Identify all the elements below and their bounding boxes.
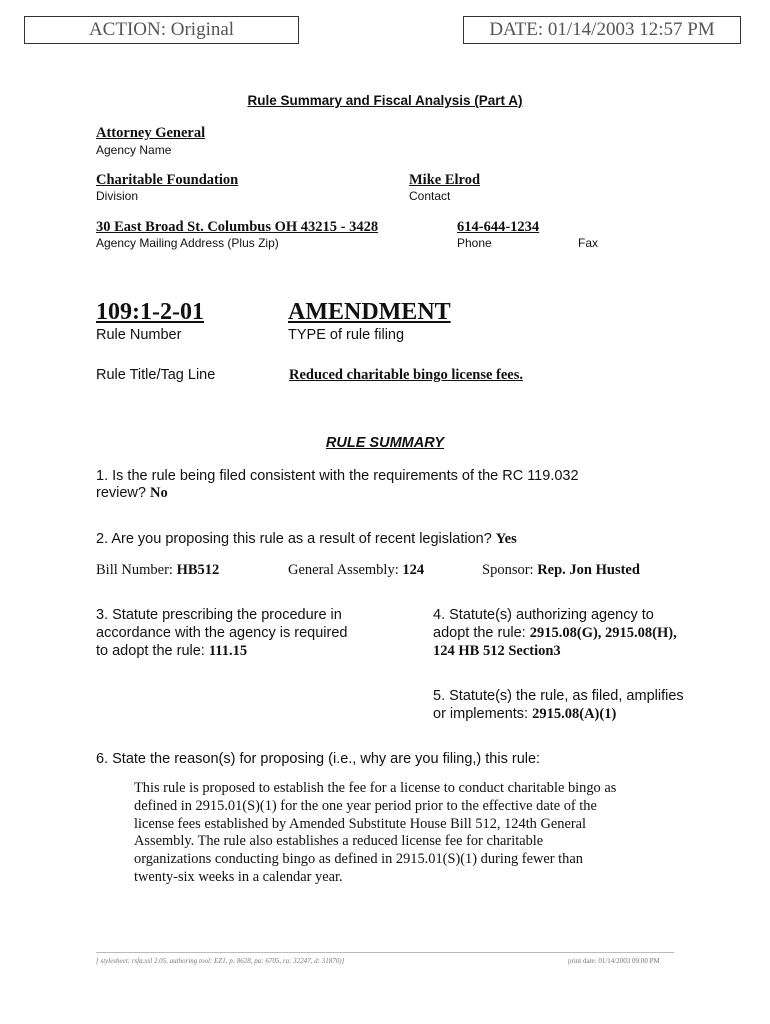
rule-summary-heading: RULE SUMMARY xyxy=(325,435,445,451)
rule-type-value: AMENDMENT xyxy=(288,299,451,325)
bill-number xyxy=(96,562,219,579)
question-1-text: review? xyxy=(96,485,146,501)
question-1-answer: No xyxy=(150,485,168,501)
question-1-line2 xyxy=(96,485,168,502)
question-4-answer-line1: 2915.08(G), 2915.08(H), xyxy=(529,625,677,641)
address-value: 30 East Broad St. Columbus OH 43215 - 3428 xyxy=(96,219,379,235)
reason-line: defined in 2915.01(S)(1) for the one year period prior to the effective date of the xyxy=(134,797,597,814)
question-3-answer: 111.15 xyxy=(208,643,248,659)
rule-title-label: Rule Title/Tag Line xyxy=(96,367,216,383)
rule-type-label: TYPE of rule filing xyxy=(288,327,405,343)
fax-label: Fax xyxy=(578,236,599,250)
division-value: Charitable Foundation xyxy=(96,172,239,188)
sponsor xyxy=(482,562,640,579)
reason-line: organizations conducting bingo as defined in 2915.01(S)(1) during fewer than xyxy=(134,851,583,868)
general-assembly xyxy=(288,562,424,579)
date-text: DATE: 01/14/2003 12:57 PM xyxy=(489,19,715,40)
bill-number-label: Bill Number: xyxy=(96,562,173,578)
contact-label: Contact xyxy=(409,189,451,203)
general-assembly-label: General Assembly: xyxy=(288,562,399,578)
question-2-answer: Yes xyxy=(495,531,517,547)
question-1-line1: 1. Is the rule being filed consistent with the requirements of the RC 119.032 xyxy=(96,468,579,484)
sponsor-value: Rep. Jon Husted xyxy=(537,562,640,578)
reason-line: This rule is proposed to establish the fee for a license to conduct charitable bingo as xyxy=(134,780,617,796)
agency-name-value: Attorney General xyxy=(96,125,206,141)
reason-paragraph xyxy=(134,780,694,887)
question-3-line2: accordance with the agency is required xyxy=(96,625,348,641)
general-assembly-value: 124 xyxy=(402,562,425,578)
sponsor-label: Sponsor: xyxy=(482,562,534,578)
question-4-answer-line2: 124 HB 512 Section3 xyxy=(433,643,561,659)
contact-value: Mike Elrod xyxy=(409,172,481,188)
rule-title-value: Reduced charitable bingo license fees. xyxy=(289,367,523,383)
footer-print-date: print date: 01/14/2003 09:00 PM xyxy=(568,957,660,965)
question-5-line1: 5. Statute(s) the rule, as filed, amplifies xyxy=(433,688,684,704)
rule-number-value: 109:1-2-01 xyxy=(96,299,204,325)
question-4-text: adopt the rule: xyxy=(433,625,526,641)
question-4-line2 xyxy=(433,625,677,642)
address-label: Agency Mailing Address (Plus Zip) xyxy=(96,236,279,250)
question-2-text: 2. Are you proposing this rule as a result of recent legislation? xyxy=(96,531,492,547)
phone-label: Phone xyxy=(457,236,492,250)
division-label: Division xyxy=(96,189,139,203)
question-5-line2 xyxy=(433,706,616,723)
question-5-text: or implements: xyxy=(433,706,529,722)
reason-line: Assembly. The rule also establishes a reduced license fee for charitable xyxy=(134,833,544,850)
question-2 xyxy=(96,531,517,548)
question-6: 6. State the reason(s) for proposing (i.e., why are you filing,) this rule: xyxy=(96,751,541,767)
footer-stylesheet-info: [ stylesheet: rsfa.xsl 2.05, authoring tool: EZ1, p: 8628, pa: 6705, ra: 32247, d: 31870)] xyxy=(96,957,345,965)
page-title: Rule Summary and Fiscal Analysis (Part A) xyxy=(247,93,523,108)
phone-value: 614-644-1234 xyxy=(457,219,540,235)
date-box xyxy=(463,16,741,44)
agency-name-label: Agency Name xyxy=(96,143,172,157)
question-3-line1: 3. Statute prescribing the procedure in xyxy=(96,607,342,623)
reason-line: twenty-six weeks in a calendar year. xyxy=(134,868,343,885)
question-5-answer: 2915.08(A)(1) xyxy=(532,706,617,722)
bill-number-value: HB512 xyxy=(176,562,220,578)
reason-line: license fees established by Amended Substitute House Bill 512, 124th General xyxy=(134,815,587,832)
action-box xyxy=(24,16,299,44)
question-4-line1: 4. Statute(s) authorizing agency to xyxy=(433,607,654,623)
question-3-line3 xyxy=(96,643,247,660)
rule-number-label: Rule Number xyxy=(96,327,182,343)
action-text: ACTION: Original xyxy=(88,19,235,40)
footer-divider xyxy=(96,952,674,953)
question-3-text: to adopt the rule: xyxy=(96,643,205,659)
